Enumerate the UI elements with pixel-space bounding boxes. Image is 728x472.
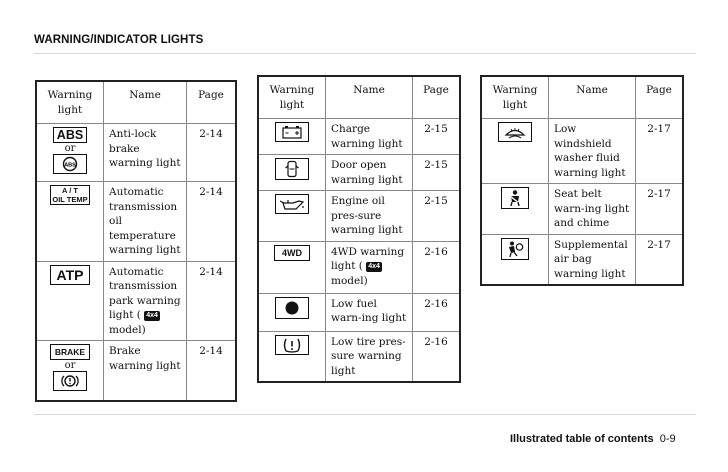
- name-cell: [104, 261, 187, 341]
- warning-light-cell: [258, 155, 326, 191]
- warning-light-cell: [481, 184, 549, 235]
- abs-small-text: ABS: [64, 162, 76, 169]
- table-row: [36, 261, 236, 341]
- warning-light-cell: [36, 182, 104, 262]
- 4x4-badge-icon: 4x4: [146, 312, 158, 319]
- header-page: Page: [413, 76, 461, 119]
- name-text-tail: model): [109, 323, 146, 336]
- washer-fluid-icon: [498, 122, 532, 142]
- name-cell: Supplemental air bag warning light: [549, 234, 636, 285]
- page-cell: 2-14: [187, 341, 237, 401]
- table-row: [258, 293, 460, 331]
- at-label: A / T: [62, 186, 78, 195]
- name-cell: Door open warning light: [326, 155, 413, 191]
- seat-belt-icon: [501, 187, 529, 209]
- header-page: Page: [636, 76, 684, 119]
- table-header-row: [36, 81, 236, 124]
- atp-icon: ATP: [50, 265, 90, 285]
- page-cell: 2-16: [413, 293, 461, 331]
- warning-table-1: [35, 80, 237, 402]
- page-cell: 2-14: [187, 124, 237, 182]
- table-row: [36, 124, 236, 182]
- page-footer: [510, 433, 676, 445]
- tire-pressure-icon: [275, 335, 309, 355]
- brake-icon: BRAKE: [50, 344, 90, 360]
- battery-icon: [275, 122, 309, 142]
- warning-light-cell: [258, 331, 326, 382]
- warning-light-cell: [258, 241, 326, 293]
- warning-light-cell: [36, 124, 104, 182]
- oil-can-icon: [275, 194, 309, 214]
- name-cell: Automatic transmission oil temperature warning light: [104, 182, 187, 262]
- header-warning-light: Warning light: [36, 81, 104, 124]
- name-cell: Low windshield washer fluid warning light: [549, 119, 636, 184]
- warning-light-cell: [258, 191, 326, 242]
- header-warning-light: Warning light: [258, 76, 326, 119]
- warning-light-cell: [481, 234, 549, 285]
- table-row: [481, 119, 683, 184]
- page-cell: 2-15: [413, 191, 461, 242]
- table-row: [258, 241, 460, 293]
- name-cell: Anti-lock brake warning light: [104, 124, 187, 182]
- page-cell: 2-16: [413, 331, 461, 382]
- page-cell: 2-16: [413, 241, 461, 293]
- warning-table-2: [257, 75, 461, 383]
- abs-circle-icon: [53, 154, 87, 174]
- or-label: or: [64, 360, 76, 371]
- door-open-icon: [275, 158, 309, 180]
- header-page: Page: [187, 81, 237, 124]
- warning-light-cell: [481, 119, 549, 184]
- at-oil-temp-icon: [50, 185, 90, 205]
- table-row: [481, 234, 683, 285]
- name-cell: Seat belt warn-ing light and chime: [549, 184, 636, 235]
- name-cell: [326, 241, 413, 293]
- page-cell: 2-17: [636, 234, 684, 285]
- page-cell: 2-15: [413, 119, 461, 155]
- table-header-row: [481, 76, 683, 119]
- header-rule: [34, 53, 696, 54]
- low-fuel-dot-icon: [275, 297, 309, 319]
- airbag-icon: [501, 238, 529, 260]
- 4x4-badge-icon: 4x4: [368, 263, 380, 270]
- warning-light-cell: [258, 119, 326, 155]
- warning-table-3: [480, 75, 684, 286]
- table-row: [258, 331, 460, 382]
- footer-rule: [34, 414, 696, 415]
- 4wd-icon: 4WD: [274, 245, 310, 261]
- table-row: [258, 119, 460, 155]
- name-text: 4WD warning light (: [331, 245, 405, 272]
- table-row: [36, 182, 236, 262]
- page-cell: 2-14: [187, 261, 237, 341]
- name-cell: Brake warning light: [104, 341, 187, 401]
- table-row: [481, 184, 683, 235]
- page-cell: 2-17: [636, 184, 684, 235]
- footer-section: Illustrated table of contents: [510, 433, 654, 445]
- footer-page-number: 0-9: [659, 433, 676, 445]
- table-row: [258, 155, 460, 191]
- oil-temp-label: OIL TEMP: [52, 195, 88, 204]
- table-header-row: [258, 76, 460, 119]
- name-cell: Low fuel warn-ing light: [326, 293, 413, 331]
- warning-light-cell: [36, 341, 104, 401]
- page-title: WARNING/INDICATOR LIGHTS: [34, 34, 204, 46]
- name-cell: Low tire pres-sure warning light: [326, 331, 413, 382]
- brake-circle-icon: [53, 371, 87, 391]
- name-cell: Charge warning light: [326, 119, 413, 155]
- table-row: [36, 341, 236, 401]
- header-name: Name: [326, 76, 413, 119]
- warning-light-cell: [36, 261, 104, 341]
- table-row: [258, 191, 460, 242]
- warning-light-cell: [258, 293, 326, 331]
- page-cell: 2-14: [187, 182, 237, 262]
- page-cell: 2-15: [413, 155, 461, 191]
- name-cell: Engine oil pres-sure warning light: [326, 191, 413, 242]
- page-cell: 2-17: [636, 119, 684, 184]
- header-name: Name: [549, 76, 636, 119]
- or-label: or: [64, 143, 76, 154]
- name-text: Automatic transmission park warning light (: [109, 265, 181, 321]
- header-warning-light: Warning light: [481, 76, 549, 119]
- name-text-tail: model): [331, 274, 368, 287]
- abs-icon: ABS: [53, 127, 87, 143]
- header-name: Name: [104, 81, 187, 124]
